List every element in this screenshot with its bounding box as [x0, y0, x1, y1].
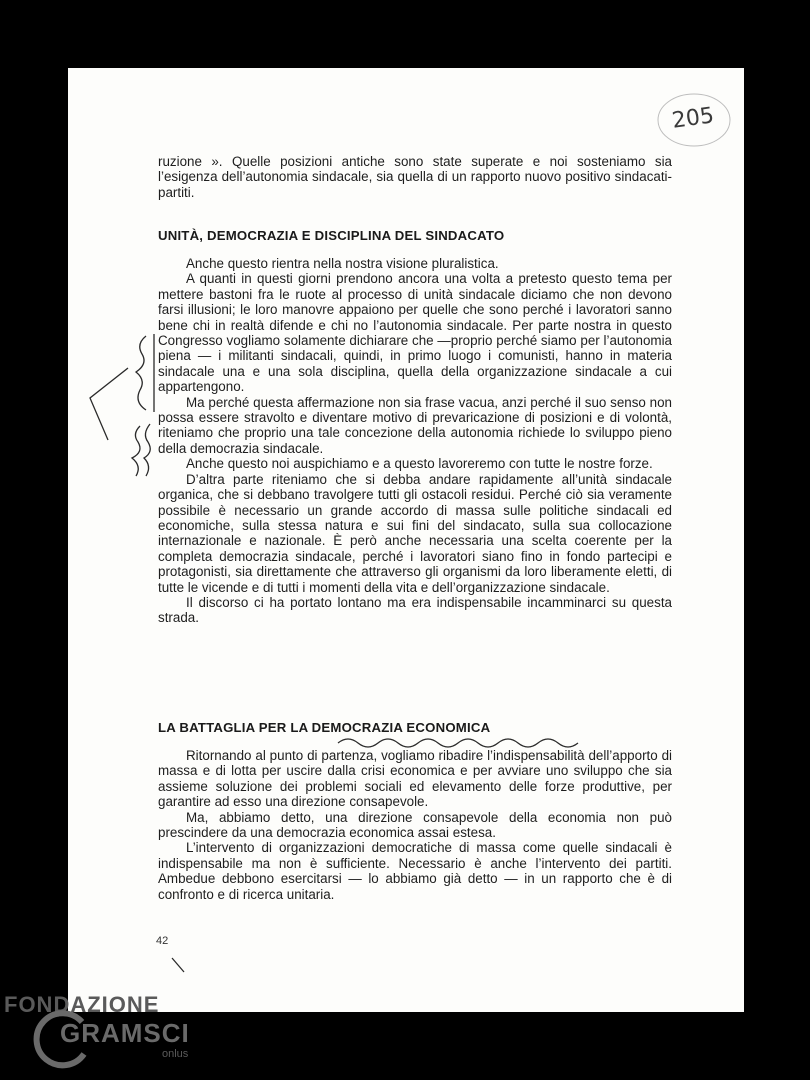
paragraph: Anche questo noi auspichiamo e a questo lavoreremo con tutte le nostre forze. [186, 456, 653, 472]
margin-arrow [90, 368, 128, 440]
paragraph: D’altra parte riteniamo che si debba andare rapidamente all’unità sindacale organica, che si debbano travolgere tutti gli ostacoli residui. Perché ciò sia veramente possibile è necessario un grande accordo di massa sulle politiche sindacali ed economiche, sulla stessa natura e sui fini del sindacato, sulla sua collocazione internazionale e nazionale. È però anche necessaria una scelta coerente per la completa democrazia sindacale, perché i lavoratori siano fino in fondo partecipi e protagonisti, sia direttamente che attraverso gli organismi da loro liberamente eletti, di tutte le vicende e di tutti i momenti della vita e dell’organizzazione sindacale. [158, 471, 672, 595]
intro-paragraph [158, 154, 672, 200]
heading-wavy-underline [338, 739, 578, 747]
page-number: 42 [156, 935, 169, 947]
section-body-unita [158, 256, 672, 626]
paragraph: Ma, abbiamo detto, una direzione consapevole della economia non può prescindere da una democrazia economica assai estesa. [158, 809, 672, 841]
margin-brace-3 [144, 424, 150, 476]
paragraph: Ma perché questa affermazione non sia frase vacua, anzi perché il suo senso non possa essere stravolto e diventare motivo di prevaricazione di posizioni e di volontà, riteniamo che proprio una tale concezione della autonomia richiede lo sviluppo pieno della democrazia sindacale. [158, 394, 672, 456]
archive-stamp [652, 86, 732, 150]
section-body-battaglia [158, 748, 672, 902]
watermark-line1: FONDAZIONE [4, 992, 160, 1017]
paragraph: L’intervento di organizzazioni democratiche di massa come quelle sindacali è indispensabile ma non è sufficiente. Necessario è anche l’intervento dei partiti. Ambedue debbono esercitarsi — lo abbiamo già detto — in un rapporto che è di confronto e di ricerca unitaria. [158, 840, 672, 902]
paragraph: A quanti in questi giorni prendono ancora una volta a pretesto questo tema per mettere bastoni fra le ruote al processo di unità sindacale diciamo che non devono farsi illusioni; le loro manovre appaiono per quelle che sono perché i lavoratori sanno bene chi in realtà difende e chi no l’autonomia sindacale. Per parte nostra in questo Congresso vogliamo solamente dichiarare che —proprio perché siamo per l’autonomia piena — i militanti sindacali, quindi, in primo luogo i comunisti, hanno in materia sindacale una e una sola disciplina, quella della organizzazione sindacale a cui appartengono. [158, 271, 672, 395]
paragraph: Il discorso ci ha portato lontano ma era indispensabile incamminarci su questa strada. [158, 594, 672, 626]
margin-brace-1 [136, 336, 146, 410]
archive-number: 205 [670, 103, 716, 134]
margin-brace-2 [132, 426, 140, 476]
foundation-watermark [0, 988, 240, 1080]
paragraph: ruzione ». Quelle posizioni antiche sono state superate e noi sosteniamo sia l’esigenza dell’autonomia sindacale, sia quella di un rapporto nuovo positivo sindacati-partiti. [158, 154, 672, 200]
section-heading-battaglia: LA BATTAGLIA PER LA DEMOCRAZIA ECONOMICA [158, 720, 491, 735]
document-page [68, 68, 744, 1012]
paragraph: Ritornando al punto di partenza, vogliamo ribadire l’indispensabilità dell’apporto di massa e di lotta per uscire dalla crisi economica e per avviare uno sviluppo che sia assieme soluzione dei problemi sociali ed elevamento delle forze produttive, per garantire ad esso una direzione consapevole. [158, 748, 672, 810]
stray-mark [172, 958, 184, 972]
watermark-line2: GRAMSCI [60, 1018, 190, 1048]
section-heading-unita: UNITÀ, DEMOCRAZIA E DISCIPLINA DEL SINDACATO [158, 228, 505, 243]
watermark-line3: onlus [162, 1048, 189, 1060]
paragraph: Anche questo rientra nella nostra visione pluralistica. [186, 256, 499, 271]
